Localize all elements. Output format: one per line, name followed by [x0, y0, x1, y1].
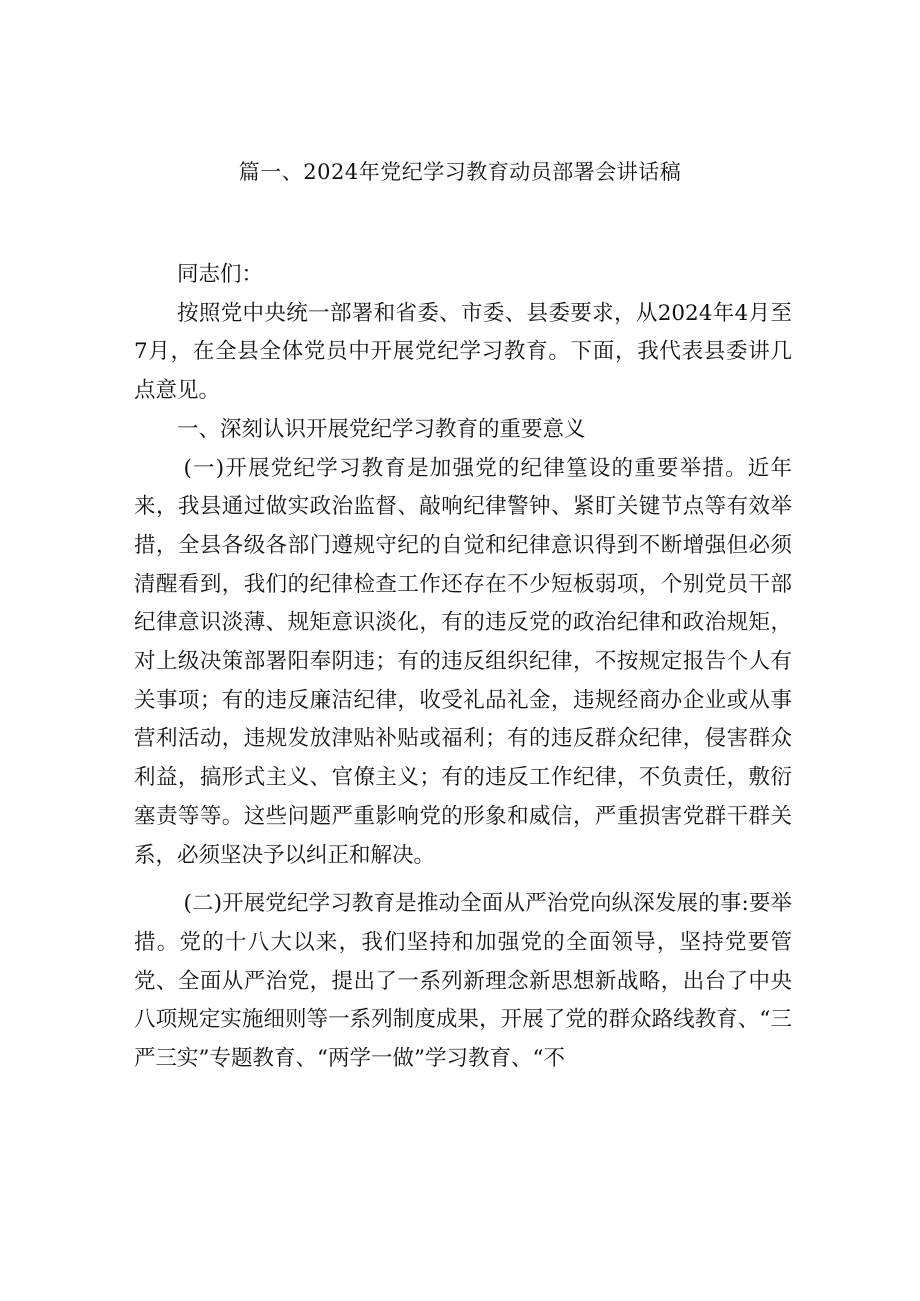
document-title: 篇一、2024年党纪学习教育动员部署会讲话稿 [238, 160, 682, 184]
greeting: 同志们： [177, 262, 264, 287]
paragraph-section-1: (一)开展党纪学习教育是加强党的纪律篁设的重要举措。近年来，我县通过做实政治监督、敲响纪律警钟、紧盯关键节点等有效举措，全县各级各部门遵规守纪的自觉和纪律意识得到不断增强但必须清醒看到，我们的纪律检查工作还存在不少短板弱项，个别党员干部纪律意识淡薄、规矩意识淡化，有的违反党的政治纪律和政治规矩，对上级决策部署阳奉阴违；有的违反组织纪律，不按规定报告个人有关事项；有的违反廉洁纪律，收受礼品礼金，违规经商办企业或从事营利活动，违规发放津贴补贴或福利；有的违反群众纪律，侵害群众利益，搞形式主义、官僚主义；有的违反工作纪律，不负责任，敷衍塞责等等。这些问题严重影响党的形象和威信，严重损害党群干群关系，必须坚决予以纠正和解决。 [134, 455, 792, 868]
section-heading-1: 一、深刻认识开展党纪学习教育的重要意义 [177, 416, 586, 442]
document-body [134, 256, 792, 1079]
paragraph-section-2: (二)开展党纪学习教育是推动全面从严治党向纵深发展的事:要举措。党的十八大以来，我们坚持和加强党的全面领导，坚持党要管党、全面从严治党，提出了一系列新理念新思想新战略，出台了中央八项规定实施细则等一系列制度成果，开展了党的群众路线教育、“三严三实”专题教育、“两学一做”学习教育、“不 [134, 891, 792, 1072]
intro-paragraph: 按照党中央统一部署和省委、市委、县委要求，从2024年4月至7月，在全县全体党员中开展党纪学习教育。下面，我代表县委讲几点意见。 [134, 300, 792, 404]
